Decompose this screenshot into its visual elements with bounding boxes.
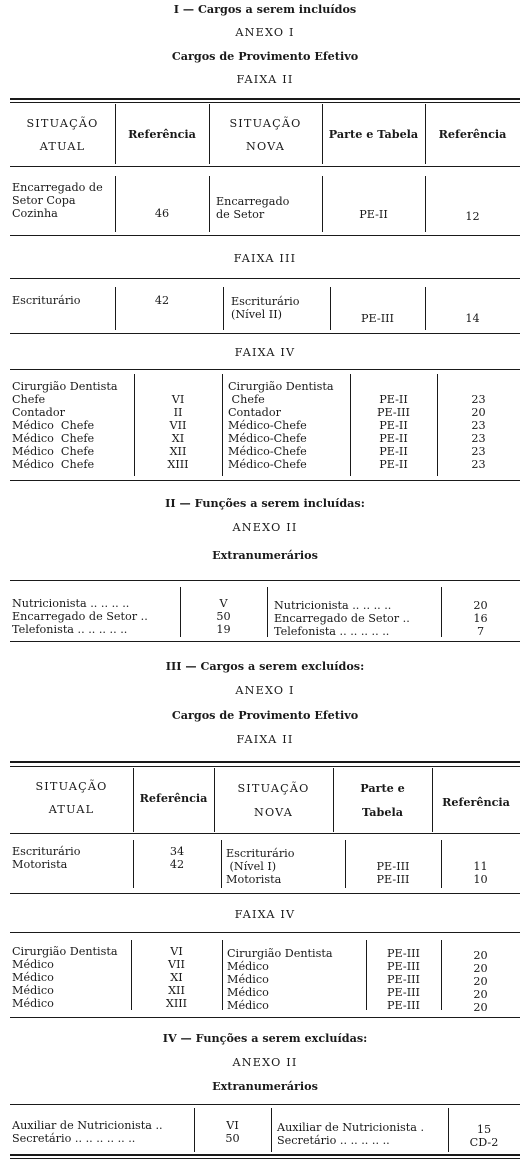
column-divider [267, 587, 268, 637]
column-divider [322, 176, 323, 232]
header-referencia-2: Referência [438, 127, 507, 141]
faixa-iv-referencia-nova: 23 20 23 23 23 23 [471, 393, 486, 471]
cell-referencia-nova: 14 [465, 312, 480, 325]
header-situacao-atual: SITUAÇÃO [35, 780, 108, 793]
column-divider [333, 768, 334, 832]
table-rule [10, 580, 520, 581]
table-rule [10, 480, 520, 481]
column-divider [222, 374, 223, 476]
table-rule [10, 1154, 520, 1156]
cell-parte-tabela: PE-III [361, 312, 394, 325]
section-3-faixa-iv-parte-tabela: PE-III PE-III PE-III PE-III PE-III [387, 947, 420, 1012]
section-3-annex: ANEXO I [235, 684, 295, 697]
header-referencia: Referência [128, 127, 196, 141]
section-1-annex: ANEXO I [235, 26, 295, 39]
section-3-faixa-ii-referencia: 34 42 [169, 845, 185, 871]
section-3-faixa-iv-referencia-nova: 20 20 20 20 20 [473, 949, 488, 1014]
section-2-title: II — Funções a serem incluídas: [165, 496, 365, 510]
header-atual: ATUAL [39, 140, 86, 153]
section-3-faixa: FAIXA II [236, 733, 294, 746]
section-2-atual: Nutricionista .. .. .. .. Encarregado de Setor .. Telefonista .. .. .. .. .. [12, 597, 148, 636]
table-rule [10, 833, 520, 834]
cell-referencia: 42 [154, 294, 170, 307]
table-rule [10, 278, 520, 279]
faixa-iv-referencia: VI II VII XI XII XIII [167, 393, 189, 471]
section-2-referencia: V 50 19 [216, 597, 231, 636]
header-referencia-2: Referência [442, 795, 510, 809]
cell-referencia-nova: 12 [465, 210, 480, 223]
table-rule [10, 1158, 520, 1159]
column-divider [222, 940, 223, 1010]
section-4-atual: Auxiliar de Nutricionista .. Secretário .. .. .. .. .. .. [12, 1119, 163, 1145]
section-4-annex: ANEXO II [232, 1056, 298, 1069]
header-situacao-nova: SITUAÇÃO [229, 117, 302, 130]
faixa-iii-label: FAIXA III [233, 252, 297, 265]
column-divider [223, 287, 224, 330]
cell-parte-tabela: PE-II [359, 208, 388, 221]
table-rule [10, 1017, 520, 1018]
table-rule [10, 235, 520, 236]
table-rule [10, 166, 520, 167]
header-tabela: Tabela [362, 805, 403, 819]
section-4-category: Extranumerários [212, 1079, 318, 1093]
section-1-faixa: FAIXA II [236, 73, 294, 86]
section-2-category: Extranumerários [212, 548, 318, 562]
table-rule [10, 641, 520, 642]
table-rule [10, 766, 520, 767]
cell-nova: Encarregado de Setor [216, 195, 290, 221]
faixa-iv-label: FAIXA IV [234, 346, 296, 359]
table-rule [10, 369, 520, 370]
table-rule [10, 761, 520, 763]
faixa-iv-nova: Cirurgião Dentista Chefe Contador Médico-Chefe Médico-Chefe Médico-Chefe Médico-Chefe [228, 380, 334, 471]
section-3-faixa-ii-parte-tabela: PE-III PE-III [376, 860, 410, 886]
column-divider [209, 176, 210, 232]
header-situacao-atual: SITUAÇÃO [26, 117, 99, 130]
header-referencia: Referência [139, 791, 208, 805]
faixa-iv-atual: Cirurgião Dentista Chefe Contador Médico Chefe Médico Chefe Médico Chefe Médico Chefe [12, 380, 118, 471]
section-3-faixa-ii-nova: Escriturário (Nível I) Motorista [226, 847, 295, 886]
column-divider [221, 840, 222, 888]
table-rule [10, 98, 520, 100]
table-rule [10, 333, 520, 334]
column-divider [209, 104, 210, 164]
header-nova: NOVA [246, 140, 285, 153]
section-2-nova: Nutricionista .. .. .. .. Encarregado de Setor .. Telefonista .. .. .. .. .. [274, 599, 410, 638]
header-atual: ATUAL [48, 803, 95, 816]
cell-referencia: 46 [154, 207, 170, 220]
section-2-referencia-nova: 20 16 7 [473, 599, 488, 638]
table-rule [10, 893, 520, 894]
section-3-faixa-ii-referencia-nova: 11 10 [473, 860, 488, 886]
cell-nova: Escriturário (Nível II) [231, 295, 300, 321]
column-divider [271, 1108, 272, 1152]
section-4-title: IV — Funções a serem excluídas: [162, 1031, 368, 1045]
section-3-faixa-iv-nova: Cirurgião Dentista Médico Médico Médico Médico [227, 947, 333, 1012]
cell-atual: Escriturário [12, 294, 81, 307]
header-parte: Parte e [360, 781, 405, 795]
section-3-faixa-ii-atual: Escriturário Motorista [12, 845, 81, 871]
table-rule [10, 102, 520, 103]
section-1-category: Cargos de Provimento Efetivo [171, 49, 359, 63]
header-parte-tabela: Parte e Tabela [328, 127, 419, 141]
cell-atual: Encarregado de Setor Copa Cozinha [12, 181, 103, 220]
column-divider [115, 176, 116, 232]
section-3-faixa-iv-label: FAIXA IV [234, 908, 296, 921]
section-2-annex: ANEXO II [232, 521, 298, 534]
section-1-title: I — Cargos a serem incluídos [173, 2, 357, 16]
section-4-referencia-nova: 15 CD-2 [469, 1123, 499, 1149]
header-situacao-nova: SITUAÇÃO [237, 782, 310, 795]
section-4-nova: Auxiliar de Nutricionista . Secretário .. .. .. .. .. [277, 1121, 425, 1147]
table-rule [10, 932, 520, 933]
faixa-iv-parte-tabela: PE-II PE-III PE-II PE-II PE-II PE-II [377, 393, 410, 471]
column-divider [214, 768, 215, 832]
section-3-faixa-iv-referencia: VI VII XI XII XIII [165, 945, 188, 1010]
column-divider [425, 176, 426, 232]
section-3-title: III — Cargos a serem excluídos: [165, 659, 365, 673]
section-3-faixa-iv-atual: Cirurgião Dentista Médico Médico Médico Médico [12, 945, 118, 1010]
section-3-category: Cargos de Provimento Efetivo [171, 708, 359, 722]
header-nova: NOVA [254, 806, 293, 819]
section-4-referencia: VI 50 [225, 1119, 240, 1145]
table-rule [10, 1104, 520, 1105]
